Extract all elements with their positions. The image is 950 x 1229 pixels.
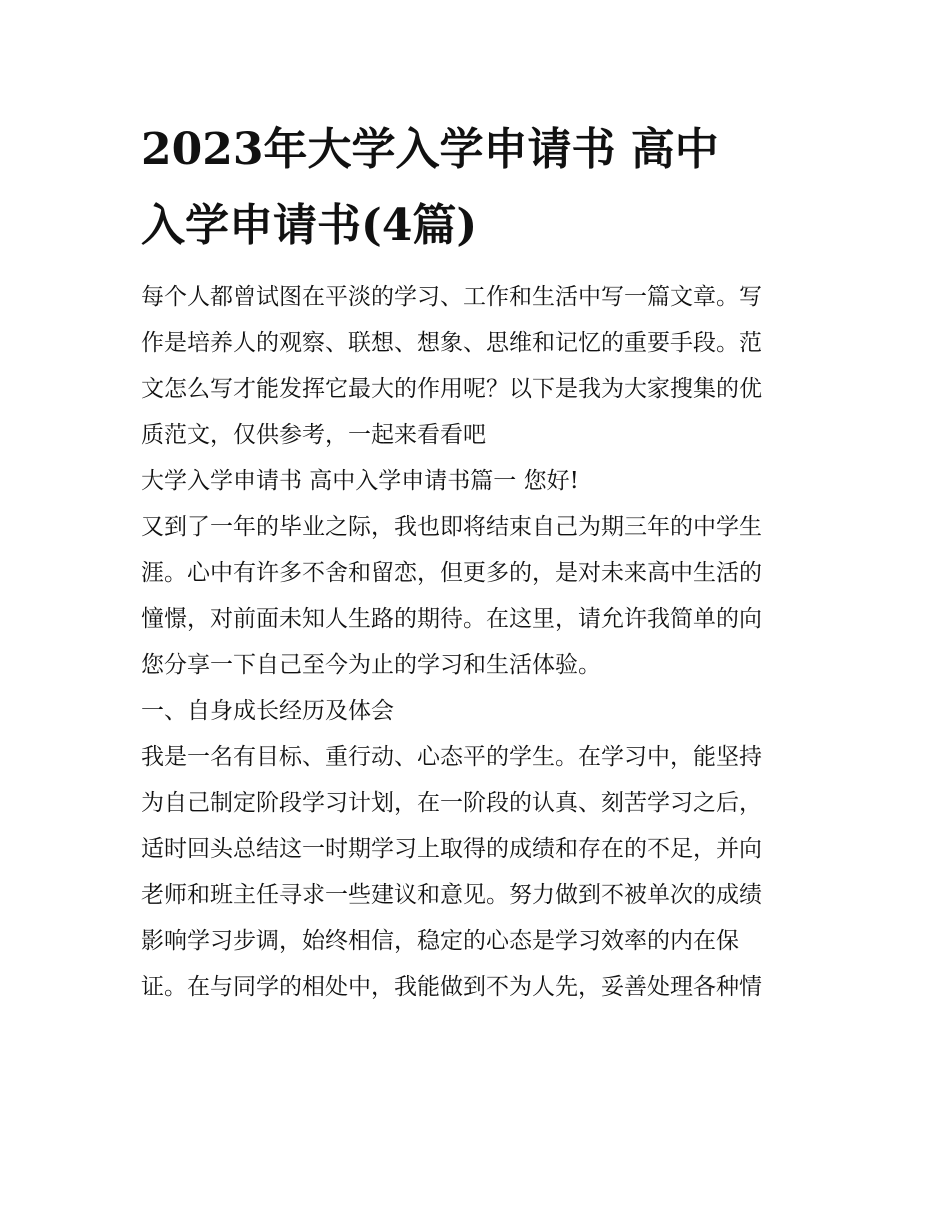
- text-line: 质范文，仅供参考，一起来看看吧: [141, 422, 486, 448]
- document-page: [141, 112, 813, 1010]
- text-line: 一、自身成长经历及体会: [141, 698, 394, 724]
- title-line: 入学申请书(4篇): [141, 200, 478, 251]
- text-line: 文怎么写才能发挥它最大的作用呢？以下是我为大家搜集的优: [141, 376, 762, 402]
- document-body: [141, 274, 813, 1010]
- text-line: 作是培养人的观察、联想、想象、思维和记忆的重要手段。范: [141, 330, 762, 356]
- title-line: 2023年大学入学申请书 高中: [141, 124, 719, 175]
- subsection-heading: [141, 688, 813, 734]
- text-line: 影响学习步调，始终相信，稳定的心态是学习效率的内在保: [141, 928, 739, 954]
- text-line: 涯。心中有许多不舍和留恋，但更多的，是对未来高中生活的: [141, 560, 762, 586]
- text-line: 为自己制定阶段学习计划，在一阶段的认真、刻苦学习之后，: [141, 790, 762, 816]
- body-paragraph: [141, 504, 813, 688]
- text-line: 老师和班主任寻求一些建议和意见。努力做到不被单次的成绩: [141, 882, 762, 908]
- text-line: 每个人都曾试图在平淡的学习、工作和生活中写一篇文章。写: [141, 284, 762, 310]
- text-line: 又到了一年的毕业之际，我也即将结束自己为期三年的中学生: [141, 514, 762, 540]
- section-heading: [141, 458, 813, 504]
- body-paragraph: [141, 734, 813, 1010]
- text-line: 憧憬，对前面未知人生路的期待。在这里，请允许我简单的向: [141, 606, 762, 632]
- text-line: 证。在与同学的相处中，我能做到不为人先，妥善处理各种情: [141, 974, 762, 1000]
- text-line: 我是一名有目标、重行动、心态平的学生。在学习中，能坚持: [141, 744, 762, 770]
- intro-paragraph: [141, 274, 813, 458]
- text-line: 适时回头总结这一时期学习上取得的成绩和存在的不足，并向: [141, 836, 762, 862]
- document-title: [141, 112, 813, 264]
- text-line: 您分享一下自己至今为止的学习和生活体验。: [141, 652, 601, 678]
- text-line: 大学入学申请书 高中入学申请书篇一 您好!: [141, 468, 579, 494]
